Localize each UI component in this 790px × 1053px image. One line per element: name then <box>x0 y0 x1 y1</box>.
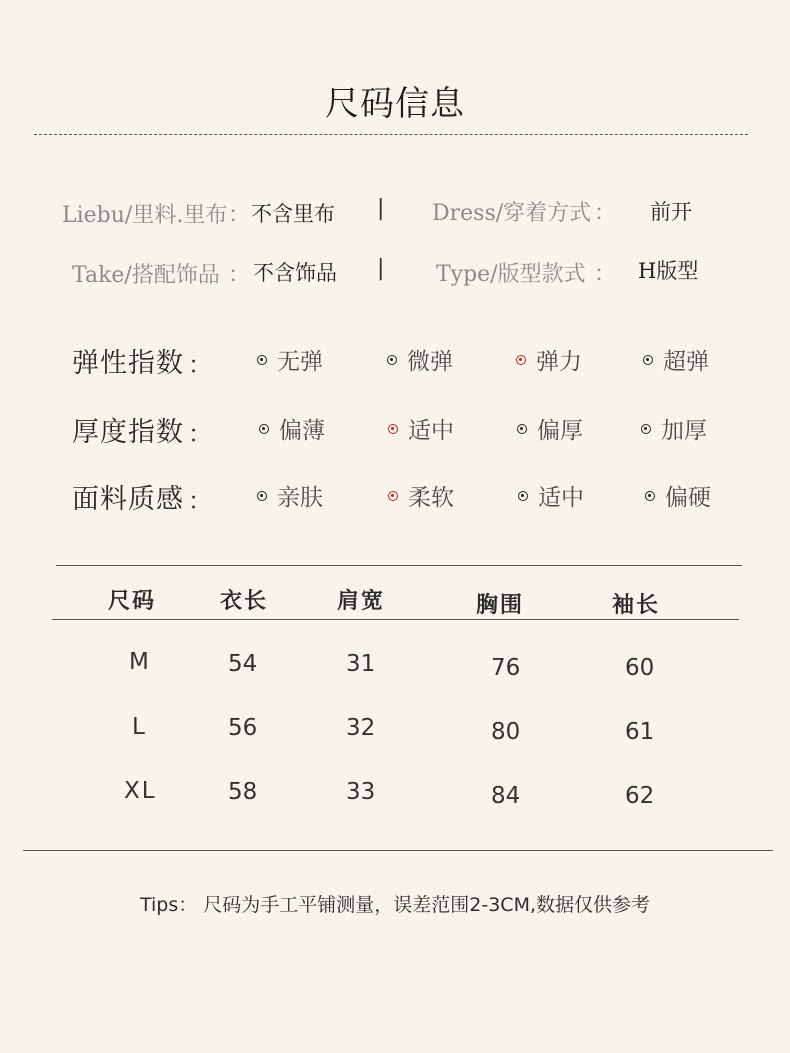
radio-icon <box>257 491 267 501</box>
table-cell: 76 <box>491 655 521 681</box>
page-title: 尺码信息 <box>325 84 465 124</box>
option-label: 亲肤 <box>277 485 323 511</box>
elasticity-label: 弹性指数 <box>72 348 184 379</box>
table-cell: 80 <box>491 719 521 745</box>
table-cell: 56 <box>228 715 258 741</box>
texture-option[interactable] <box>257 479 323 512</box>
option-label: 微弹 <box>407 349 453 375</box>
thickness-label: 厚度指数 <box>72 417 184 448</box>
radio-selected-icon <box>388 491 398 501</box>
table-top-rule <box>56 565 742 566</box>
texture-option[interactable] <box>518 479 584 512</box>
thickness-option[interactable] <box>259 412 325 445</box>
info-separator: | <box>377 196 385 221</box>
elasticity-option-selected[interactable] <box>516 343 582 376</box>
thickness-option-selected[interactable] <box>388 412 454 445</box>
dress-value: 前开 <box>650 200 692 224</box>
header-length: 衣长 <box>220 588 269 614</box>
radio-icon <box>517 424 527 434</box>
thickness-option[interactable] <box>641 412 707 445</box>
table-cell: 60 <box>625 655 655 681</box>
dress-label: Dress/穿着方式 <box>432 201 592 226</box>
option-label: 弹力 <box>536 349 582 375</box>
option-label: 适中 <box>538 485 584 511</box>
accessory-label: Take/搭配饰品 <box>72 263 220 288</box>
table-cell: 62 <box>625 783 655 809</box>
type-label: Type/版型款式 <box>436 262 586 287</box>
texture-label: 面料质感 <box>72 484 184 515</box>
option-label: 无弹 <box>277 349 323 375</box>
type-value: H版型 <box>638 259 699 283</box>
table-cell: 32 <box>346 715 376 741</box>
radio-icon <box>518 491 528 501</box>
elasticity-option[interactable] <box>257 343 323 376</box>
texture-colon: ： <box>188 487 212 515</box>
radio-icon <box>645 491 655 501</box>
radio-icon <box>387 355 397 365</box>
table-cell: 84 <box>491 783 521 809</box>
header-size: 尺码 <box>108 588 157 614</box>
elasticity-option[interactable] <box>387 343 453 376</box>
table-header-rule <box>52 619 739 620</box>
option-label: 适中 <box>408 418 454 444</box>
option-label: 偏厚 <box>537 418 583 444</box>
table-cell: 61 <box>625 719 655 745</box>
option-label: 柔软 <box>408 485 454 511</box>
texture-option[interactable] <box>645 479 711 512</box>
radio-icon <box>259 424 269 434</box>
lining-label: Liebu/里料.里布 <box>62 203 228 228</box>
dress-colon: ： <box>594 201 617 226</box>
lining-colon: ： <box>228 203 251 228</box>
info-separator: | <box>377 256 385 281</box>
table-cell: 33 <box>346 779 376 805</box>
option-label: 偏硬 <box>665 485 711 511</box>
table-cell: 31 <box>346 651 376 677</box>
radio-selected-icon <box>388 424 398 434</box>
thickness-colon: ： <box>188 420 212 448</box>
option-label: 偏薄 <box>279 418 325 444</box>
table-cell: L <box>132 714 145 740</box>
header-shoulder: 肩宽 <box>337 588 386 614</box>
texture-option-selected[interactable] <box>388 479 454 512</box>
measurement-tips: Tips： 尺码为手工平铺测量，误差范围2-3CM,数据仅供参考 <box>139 894 651 916</box>
table-cell: XL <box>124 778 157 804</box>
option-label: 超弹 <box>663 349 709 375</box>
table-cell: M <box>129 649 149 675</box>
table-cell: 58 <box>228 779 258 805</box>
accessory-value: 不含饰品 <box>253 261 337 285</box>
radio-icon <box>257 355 267 365</box>
elasticity-colon: ： <box>188 351 212 379</box>
header-chest: 胸围 <box>476 592 525 618</box>
bottom-rule <box>23 850 773 851</box>
lining-value: 不含里布 <box>251 202 335 226</box>
dashed-divider <box>34 134 748 135</box>
option-label: 加厚 <box>661 418 707 444</box>
radio-icon <box>643 355 653 365</box>
radio-icon <box>641 424 651 434</box>
type-colon: ： <box>594 262 617 287</box>
accessory-colon: ： <box>228 263 251 288</box>
table-cell: 54 <box>228 651 258 677</box>
elasticity-option[interactable] <box>643 343 709 376</box>
radio-selected-icon <box>516 355 526 365</box>
thickness-option[interactable] <box>517 412 583 445</box>
header-sleeve: 袖长 <box>612 592 661 618</box>
